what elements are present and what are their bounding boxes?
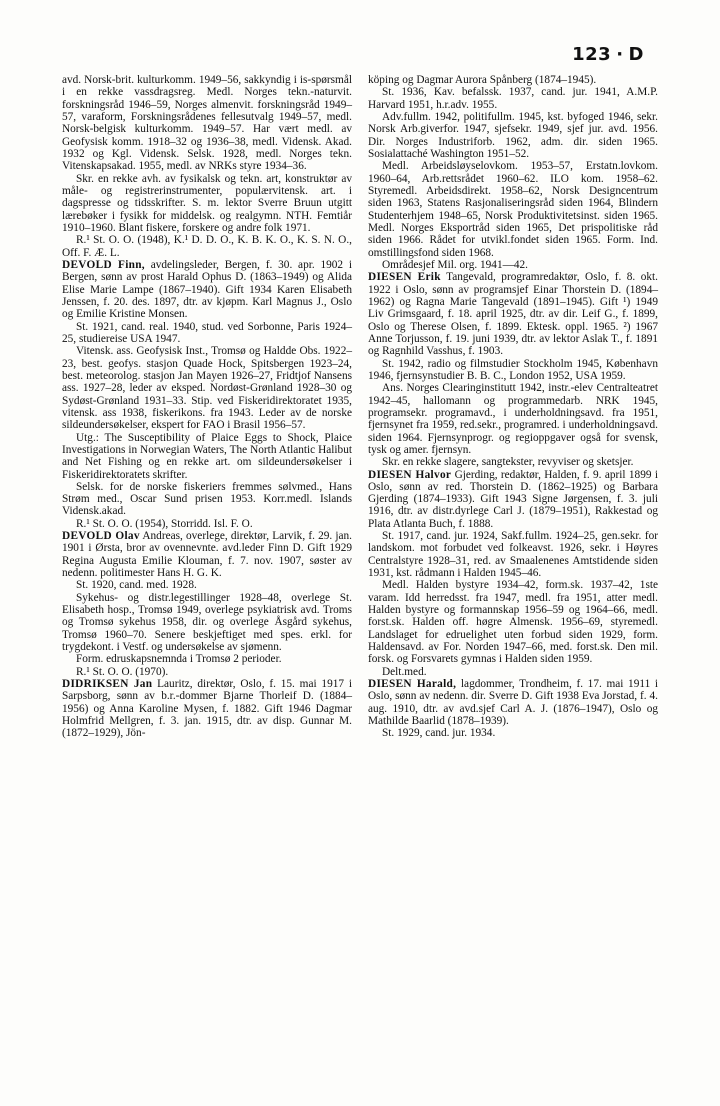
paragraph-text: R.¹ St. O. O. (1954), Storridd. Isl. F. O. <box>76 517 253 530</box>
biography-paragraph <box>368 382 658 456</box>
biography-paragraph <box>62 234 352 259</box>
biography-paragraph <box>368 111 658 160</box>
biography-paragraph <box>62 321 352 346</box>
paragraph-text: R.¹ St. O. O. (1948), K.¹ D. D. O., K. B. K. O., K. S. N. O., Off. F. Æ. L. <box>62 234 352 259</box>
biography-paragraph <box>368 727 658 739</box>
biography-paragraph <box>368 74 658 86</box>
biography-paragraph <box>62 173 352 235</box>
biography-entry <box>62 678 352 740</box>
biography-paragraph <box>368 86 658 111</box>
paragraph-text: Selsk. for de norske fiskeriers fremmes sølvmed., Hans Strøm med., Oscar Sund prisen 1953. Korr.medl. Islands Vidensk.akad. <box>62 480 352 518</box>
paragraph-text: St. 1920, cand. med. 1928. <box>76 579 197 592</box>
biography-entry <box>62 259 352 321</box>
entry-name: DIDRIKSEN Jan <box>62 678 153 691</box>
right-column <box>368 74 658 740</box>
paragraph-text: St. 1921, cand. real. 1940, stud. ved Sorbonne, Paris 1924–25, studiereise USA 1947. <box>62 320 352 345</box>
paragraph-text: Sykehus- og distr.legestillinger 1928–48, overlege St. Elisabeth hosp., Tromsø 1949, overlege psykiatrisk avd. Troms og Tromsø sykehus 1958, dir. og overlege Åsgård sykehus, Tromsø 1960–70. Senere beskjeftiget med spes. erkl. for trygdekont. i Vestf. og undersøkelse av sjømenn. <box>62 591 352 654</box>
paragraph-text: Gjerding, redaktør, Halden, f. 9. april 1899 i Oslo, sønn av red. Thorstein D. (1862–1925) og Barbara Gjerding (1874–1933). Gift 1943 Signe Jørgensen, f. 3. juli 1916, dtr. av distr.dyrlege Carl J. (1879–1951), Rakkestad og Plata Atlanta Buch, f. 1888. <box>368 468 658 530</box>
entry-name: DIESEN Harald, <box>368 678 457 691</box>
biography-entry <box>368 271 658 357</box>
paragraph-text: Vitensk. ass. Geofysisk Inst., Tromsø og Haldde Obs. 1922–23, best. geofys. stasjon Quade Hock, Spitsbergen 1923–24, best. meteorolog. stasjon Jan Mayen 1926–27, Fridtjof Nansens ass. 1927–28, leder av eksped. Nordøst-Grønland 1928–30 og Sydøst-Grønland 1931–33. Stip. ved Fiskeridirektoratet 1935, vitensk. ass 1938, fiskerikons. fra 1943. Leder av de norske sildeundersøkelser, ekspert for FAO i Brasil 1956–57. <box>62 345 352 432</box>
biography-paragraph <box>62 518 352 530</box>
entry-name: DEVOLD Finn, <box>62 258 145 271</box>
page-number: 123 <box>572 44 612 65</box>
paragraph-text: avdelingsleder, Bergen, f. 30. apr. 1902 i Bergen, sønn av prost Harald Ophus D. (1863–1949) og Alida Elise Marie Lampe (1867–1940). Gift 1934 Karen Elisabeth Jenssen, f. 20. des. 1897, dtr. av kjøpm. Karl Magnus J., Oslo og Emilie Kristine Monsen. <box>62 258 352 321</box>
biography-paragraph <box>368 530 658 579</box>
biography-entry <box>368 469 658 531</box>
paragraph-text: Lauritz, direktør, Oslo, f. 15. mai 1917 i Sarpsborg, sønn av b.r.-dommer Bjarne Thorleif D. (1884–1956) og Anna Karoline Mysen, f. 1882. Gift 1946 Dagmar Holmfrid Mellgren, f. 3. jan. 1915, dtr. av disp. Gunnar M. (1872–1929), Jön- <box>62 678 352 740</box>
paragraph-text: Medl. Halden bystyre 1934–42, form.sk. 1937–42, 1ste varam. Idd herredsst. fra 1947, medl. fra 1951, atter medl. Halden bystyre og formannskap 1956–59 og 1964–66, medl. forst.sk. Halden off. høgre Almensk. 1956–69, styremedl. Landslaget for edruelighet uten forbud siden 1929, form. Haldensavd. av For. Norden 1947–66, med. forst.sk. Den mil. forsk. og Forsvarets gymnas i Halden siden 1959. <box>368 579 658 666</box>
biography-paragraph <box>368 358 658 383</box>
biography-paragraph <box>368 259 658 271</box>
paragraph-text: lagdommer, Trondheim, f. 17. mai 1911 i Oslo, sønn av nedenn. dir. Sverre D. Gift 1938 Eva Jorstad, f. 4. aug. 1910, dtr. av avd.sjef Carl A. J. (1876–1947), Oslo og Mathilde Baarlid (1878–1939). <box>368 678 659 728</box>
paragraph-text: St. 1936, Kav. befalssk. 1937, cand. jur. 1941, A.M.P. Harvard 1951, h.r.adv. 1955. <box>368 86 658 111</box>
page-header <box>572 44 644 65</box>
biography-paragraph <box>368 160 658 259</box>
biography-paragraph <box>62 481 352 518</box>
paragraph-text: Skr. en rekke slagere, sangtekster, revyviser og sketsjer. <box>382 456 634 469</box>
left-column <box>62 74 352 740</box>
biography-paragraph <box>62 579 352 591</box>
biography-paragraph <box>368 666 658 678</box>
biography-paragraph <box>62 432 352 481</box>
biography-paragraph <box>62 666 352 678</box>
paragraph-text: Delt.med. <box>382 665 427 678</box>
paragraph-text: Ans. Norges Clearinginstitutt 1942, instr.-elev Centralteatret 1942–45, hallomann og programmedarb. NRK 1945, programsekr. programavd., i underholdningsavd. fra 1951, fjernsynet fra 1959, red.sekr., programred. i underholdningsavd. siden 1964. Fjernsynprogr. og regioppgaver også for svensk, tysk og amer. fjernsyn. <box>368 382 658 456</box>
entry-name: DIESEN Halvor <box>368 468 452 481</box>
biography-paragraph <box>62 653 352 665</box>
biography-paragraph <box>62 74 352 173</box>
biography-paragraph <box>368 579 658 665</box>
paragraph-text: köping og Dagmar Aurora Spånberg (1874–1945). <box>368 74 597 86</box>
paragraph-text: Andreas, overlege, direktør, Larvik, f. 29. jan. 1901 i Ørsta, bror av ovennevnte. avd.leder Finn D. Gift 1929 Regina Augusta Emilie Klouman, f. 7. nov. 1907, søster av nedenn. politimester Hans H. G. K. <box>62 530 352 580</box>
biography-paragraph <box>62 592 352 654</box>
section-letter: D <box>628 44 644 65</box>
paragraph-text: St. 1929, cand. jur. 1934. <box>382 727 496 740</box>
paragraph-text: Skr. en rekke avh. av fysikalsk og tekn. art, konstruktør av måle- og registrerinstrumenter, populærvitensk. art. i dagspresse og tidsskrifter. S. m. lektor Sverre Bruun utgitt lærebøker i fysikk for middelsk. og realgymn. NTH. Femtiår 1910–1960. Blant fiskere, forskere og andre folk 1971. <box>62 172 352 234</box>
biography-paragraph <box>368 456 658 468</box>
header-separator: · <box>616 44 624 65</box>
paragraph-text: avd. Norsk-brit. kulturkomm. 1949–56, sakkyndig i is-spørsmål i en rekke vassdragsreg. Medl. Norges tekn.-naturvit. forskningsråd 1946–59, Norges almenvit. forskningsråd 1949–57, varaform, Forskningsrådenes fellesutvalg 1949–57, medl. Norsk-belgisk kulturkomm. 1949–57. Har vært medl. av Geofysisk komm. 1918–32 og 1936–38, medl. Vidensk. Akad. 1932 og Kgl. Vidensk. Selsk. 1928, medl. Norges tekn. Vitenskapsakad. 1955, medl. av NRKs styre 1934–36. <box>62 74 352 173</box>
paragraph-text: R.¹ St. O. O. (1970). <box>76 665 169 678</box>
entry-name: DEVOLD Olav <box>62 530 140 543</box>
biography-entry <box>62 530 352 579</box>
biography-entry <box>368 678 658 727</box>
paragraph-text: Form. edruskapsnemnda i Tromsø 2 perioder. <box>76 653 282 666</box>
paragraph-text: Utg.: The Susceptibility of Plaice Eggs to Shock, Plaice Investigations in Norwegian Waters, The North Atlantic Halibut and Net Fishing og en rekke art. om sildeundersøkelser i Fiskeridirektoratets skrifter. <box>62 431 352 481</box>
biography-paragraph <box>62 345 352 431</box>
entry-name: DIESEN Erik <box>368 271 441 284</box>
paragraph-text: St. 1942, radio og filmstudier Stockholm 1945, København 1946, fjernsynstudier B. B. C., London 1952, USA 1959. <box>368 357 658 382</box>
paragraph-text: Medl. Arbeidsløyselovkom. 1953–57, Erstatn.lovkom. 1960–64, Arb.rettsrådet 1960–62. ILO kom. 1958–62. Styremedl. Arbeidsdirekt. 1958–62, Norsk Designcentrum siden 1963, Statens Rasjonaliseringsråd siden 1964, Blindern Studenterhjem 1948–65, Norsk Produktivitetsinst. siden 1965. Medl. Norges Eksportråd siden 1965, Det prispolitiske råd siden 1966. Rådet for utvikl.fondet siden 1965. Form. Ind. omstillingsfond siden 1968. <box>368 160 658 259</box>
paragraph-text: Områdesjef Mil. org. 1941—42. <box>382 258 529 271</box>
paragraph-text: Adv.fullm. 1942, politifullm. 1945, kst. byfoged 1946, sekr. Norsk Arb.giverfor. 1947, sjefsekr. 1949, sjef jur. avd. 1956. Dir. Norges Industriforb. 1962, adm. dir. siden 1965. Sosialattaché Washington 1951–52. <box>368 110 658 160</box>
paragraph-text: Tangevald, programredaktør, Oslo, f. 8. okt. 1922 i Oslo, sønn av programsjef Einar Thorstein D. (1894–1962) og Ragna Marie Tangevald (1891–1945). Gift ¹) 1949 Liv Grimsgaard, f. 18. april 1925, dtr. av dir. Leif G., f. 1899, Oslo og Therese Olsen, f. 1899. Ektesk. oppl. 1965. ²) 1967 Anne Torjusson, f. 19. juni 1939, dtr. av lektor Aslak T., f. 1891 og Ragnhild Vasshus, f. 1903. <box>368 271 658 358</box>
paragraph-text: St. 1917, cand. jur. 1924, Sakf.fullm. 1924–25, gen.sekr. for landskom. mot forbudet ved folkeavst. 1926, sekr. i Høyres Centralstyre 1928–31, red. av Smaalenenes Amtstidende siden 1931, kst. rådmann i Halden 1945–46. <box>368 530 658 580</box>
